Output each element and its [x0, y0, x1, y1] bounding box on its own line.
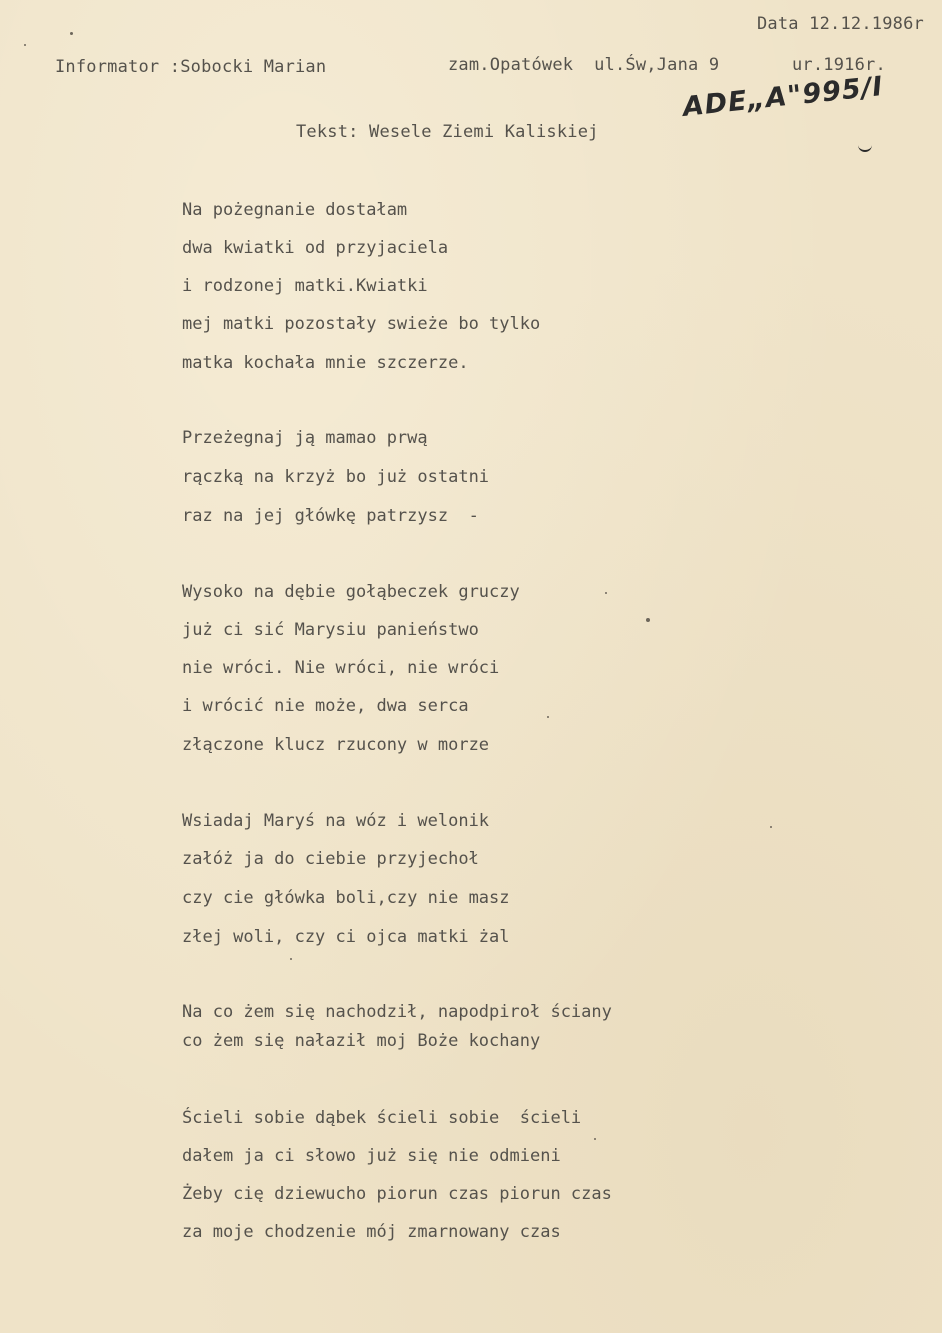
informant-residence: zam.Opatówek ul.Św,Jana 9: [448, 55, 720, 75]
verse-line: co żem się nałaził moj Boże kochany: [182, 1031, 541, 1051]
verse-line: za moje chodzenie mój zmarnowany czas: [182, 1222, 561, 1242]
verse-line: Ścieli sobie dąbek ścieli sobie ścieli: [182, 1108, 582, 1128]
paper-speck: [290, 958, 292, 960]
verse-line: już ci sić Marysiu panieństwo: [182, 620, 479, 640]
informant-birth-year: ur.1916r.: [792, 55, 886, 75]
verse-line: nie wróci. Nie wróci, nie wróci: [182, 658, 500, 678]
verse-line: raz na jej główkę patrzysz -: [182, 506, 479, 526]
verse-line: dwa kwiatki od przyjaciela: [182, 238, 449, 258]
verse-line: mej matki pozostały swieże bo tylko: [182, 314, 541, 334]
verse-line: matka kochała mnie szczerze.: [182, 353, 469, 373]
verse-line: Żeby cię dziewucho piorun czas piorun czas: [182, 1184, 612, 1204]
verse-line: Na co żem się nachodził, napodpiroł ściany: [182, 1002, 612, 1022]
verse-line: i wrócić nie może, dwa serca: [182, 696, 469, 716]
text-title: Tekst: Wesele Ziemi Kaliskiej: [296, 122, 599, 142]
handwritten-archive-mark: ADE„A"995/I: [681, 71, 885, 123]
verse-line: Na pożegnanie dostałam: [182, 200, 408, 220]
paper-speck: [770, 826, 772, 828]
verse-line: Przeżegnaj ją mamao prwą: [182, 428, 428, 448]
handwritten-tick-mark: [858, 143, 872, 152]
verse-line: dałem ja ci słowo już się nie odmieni: [182, 1146, 561, 1166]
paper-speck: [605, 592, 607, 594]
verse-line: rączką na krzyż bo już ostatni: [182, 467, 490, 487]
paper-speck: [547, 716, 549, 718]
verse-line: załóż ja do ciebie przyjechoł: [182, 849, 479, 869]
verse-line: Wysoko na dębie gołąbeczek gruczy: [182, 582, 520, 602]
paper-speck: [646, 618, 650, 622]
verse-line: czy cie główka boli,czy nie masz: [182, 888, 510, 908]
verse-line: i rodzonej matki.Kwiatki: [182, 276, 428, 296]
paper-speck: [70, 32, 73, 35]
informant-name: Informator :Sobocki Marian: [55, 57, 327, 77]
paper-speck: [24, 44, 26, 46]
verse-line: złączone klucz rzucony w morze: [182, 735, 490, 755]
verse-line: Wsiadaj Maryś na wóz i welonik: [182, 811, 490, 831]
verse-line: złej woli, czy ci ojca matki żal: [182, 927, 510, 947]
paper-speck: [594, 1138, 596, 1140]
document-date: Data 12.12.1986r: [757, 14, 924, 34]
